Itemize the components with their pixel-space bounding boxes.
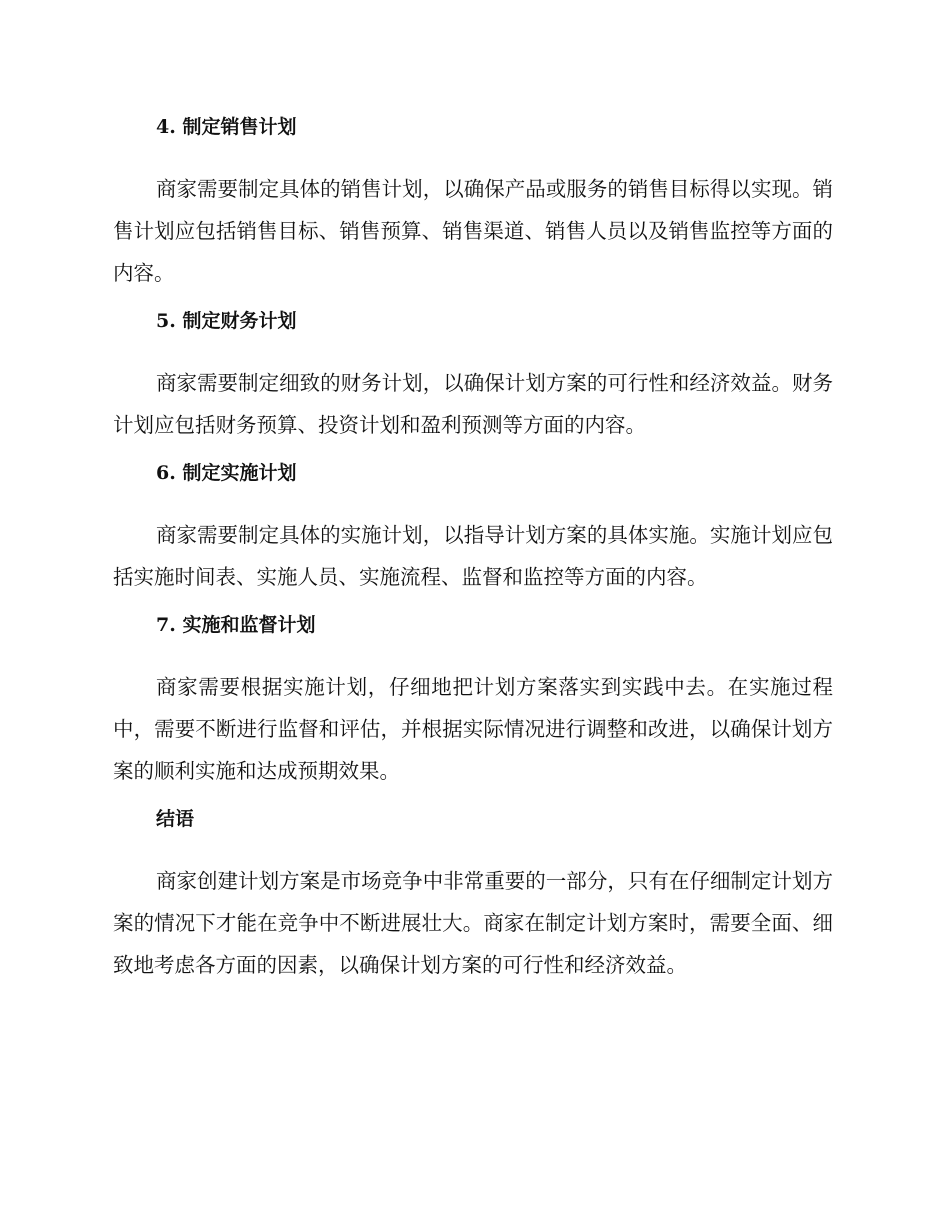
- section-paragraph: 商家创建计划方案是市场竞争中非常重要的一部分，只有在仔细制定计划方案的情况下才能在竞争中不断进展壮大。商家在制定计划方案时，需要全面、细致地考虑各方面的因素，以确保计划方案的可行性和经济效益。: [113, 869, 833, 977]
- section-conclusion: [113, 805, 833, 986]
- section-heading: 6. 制定实施计划: [156, 462, 297, 484]
- section-paragraph: 商家需要制定具体的实施计划，以指导计划方案的具体实施。实施计划应包括实施时间表、实施人员、实施流程、监督和监控等方面的内容。: [113, 523, 833, 589]
- section-paragraph: 商家需要根据实施计划，仔细地把计划方案落实到实践中去。在实施过程中，需要不断进行监督和评估，并根据实际情况进行调整和改进，以确保计划方案的顺利实施和达成预期效果。: [113, 675, 833, 783]
- section-paragraph: 商家需要制定细致的财务计划，以确保计划方案的可行性和经济效益。财务计划应包括财务预算、投资计划和盈利预测等方面的内容。: [113, 371, 833, 437]
- section-sales-plan: [113, 113, 833, 294]
- section-implementation-plan: [113, 459, 833, 598]
- section-implement-and-monitor: [113, 611, 833, 792]
- section-heading: 7. 实施和监督计划: [156, 614, 316, 636]
- section-financial-plan: [113, 307, 833, 446]
- section-paragraph: 商家需要制定具体的销售计划，以确保产品或服务的销售目标得以实现。销售计划应包括销售目标、销售预算、销售渠道、销售人员以及销售监控等方面的内容。: [113, 177, 833, 285]
- section-heading: 结语: [156, 808, 195, 830]
- section-heading: 4. 制定销售计划: [156, 116, 297, 138]
- section-heading: 5. 制定财务计划: [156, 310, 297, 332]
